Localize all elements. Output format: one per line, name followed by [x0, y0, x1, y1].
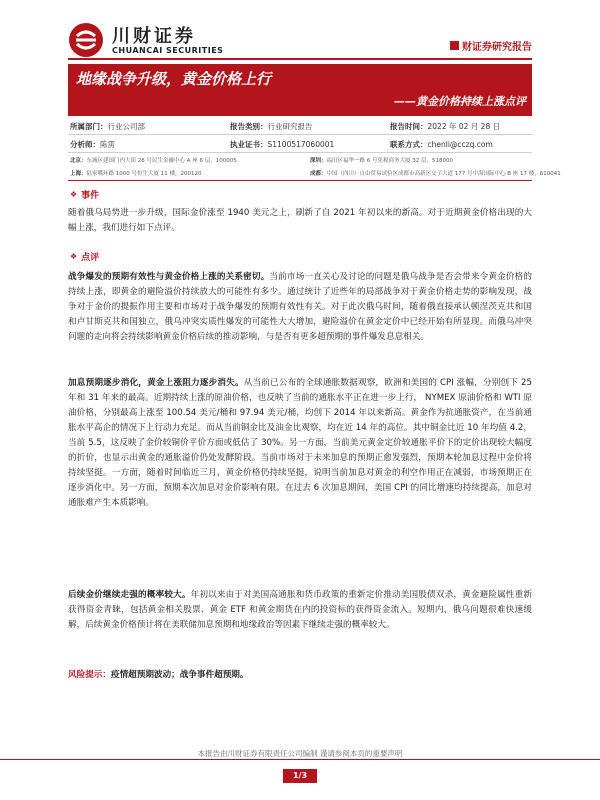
diamond-bullet-icon: ❖: [70, 252, 78, 261]
comment-paragraph-1: 战争爆发的预期有效性与黄金价格上涨的关系密切。当前市场一直关心及讨论的问题是俄乌战争是否会带来令黄金价格的持续上涨，即黄金的避险溢价持续放大的可能性有多少。通过统计了近些年的局部战争对于黄金价格走势的影响发现，战争对于金价的提振作用主要和市场对于战争爆发的预期有效性有关。对于此次俄乌时间，随着俄直接承认顿涅茨克共和国和卢甘斯克共和国独立，俄乌冲突实质性爆发的可能性大大增加，避险溢价在黄金定价中已经开始有所显现。而俄乌冲突问题的走向将会持续影响黄金价格后续的推动影响，与是否有更多超预期的事件爆发息息相关。: [68, 272, 532, 342]
report-tag-icon: [450, 41, 459, 50]
meta-license: 执业证书：S1100517060001: [230, 140, 335, 149]
report-title: 地缘战争升级，黄金价格上行: [76, 70, 272, 88]
office-chengdu: 成都：中国（四川）自由贸易试验区成都市高新区交子大道 177 号中海国际中心 B 座 17 楼，610041: [310, 171, 561, 177]
page-number: 1/3: [283, 769, 317, 783]
brand-logo-icon: [68, 22, 104, 58]
meta-report-type: 报告类别：行业研究报告: [230, 122, 313, 131]
footer-disclaimer: 本报告由川财证券有限责任公司编制 谨请参阅本页的重要声明: [197, 749, 403, 758]
report-tag: [450, 38, 532, 53]
report-tag-label: 财证券研究报告: [462, 42, 532, 53]
event-paragraph: 随着俄乌局势进一步升级，国际金价涨至 1940 美元之上，刷新了自 2021 年初以来的新高。对于近期黄金价格出现的大幅上涨，我们进行如下点评。: [68, 208, 532, 233]
meta-analyst: 分析师：陈雳: [70, 140, 115, 149]
meta-divider: [68, 152, 532, 153]
office-shanghai: 上海：陆家嘴环路 1000 号恒生大厦 11 楼，200120: [70, 171, 202, 177]
comment-paragraph-2: 加息预期逐步消化，黄金上涨阻力逐步消失。从当前已公布的全球通胀数据观察，欧洲和美国的 CPI 涨幅，分别创下 25 年和 31 年来的最高。近期持续上涨的原油价格，也反映了当前的通胀水平正在进一步上行， NYMEX 原油价格和 WTI 原油价格，分别最高上涨至 100.54 美元/桶和 97.94 美元/桶，均创下 2014 年以来新高。黄金作为抗通胀资产，在当前通胀水平高企的情况下上行动力充足。而从当前铜金比及油金比观察，均在近 14 年的高位。其中铜金比近 10 年均值 4.2，当前 5.5，这反映了金价较铜价平价方面或低估了 30%。另一方面，当前美元黄金定价较通胀平价下的定价出现较大幅度的折价，也显示出黄金的通胀溢价仍处发酵阶段。当前市场对于未来加息的预期正愈发强烈，预期本轮加息过程中金价将持续坚挺。一方面，随着时间临近三月，黄金价格仍持续坚挺，说明当前加息对黄金的利空作用正在减弱，市场预期正在逐步消化中。另一方面，预期本次加息对金价影响有限。在过去 6 次加息期间，美国 CPI 的同比增速均持续提高，加息对通胀难产生本质影响。: [68, 378, 532, 508]
brand-name-cn: 川财证券: [112, 26, 196, 47]
office-shenzhen: 深圳：福田区福华一路 6 号免税商务大厦 32 层，518000: [310, 158, 454, 164]
diamond-bullet-icon: ❖: [70, 190, 78, 199]
office-beijing: 北京：东城区建国门内大街 28 号民生金融中心 A 座 6 层，100005: [70, 158, 237, 164]
comment-paragraph-3: 后续金价继续走强的概率较大。年初以来由于对美国高通胀和货币政策的重新定价推动美国股债双杀，黄金避险属性重新获得资金青睐，包括黄金相关股票、黄金 ETF 和黄金期货在内的投资标的获得资金流入。短期内，俄乌问题很难快速缓解，后续黄金价格预计将在美联储加息预期和地缘政治等因素下继续走强的概率较大。: [68, 590, 532, 630]
meta-divider: [68, 134, 532, 135]
meta-report-date: 报告时间：2022 年 02 月 28 日: [390, 122, 501, 131]
section-event-heading: ❖ 事件: [70, 190, 100, 201]
report-subtitle: ——黄金价格持续上涨点评: [394, 95, 526, 108]
header-divider: [68, 58, 532, 60]
risk-warning: 风险提示：疫情超预期波动；战争事件超预期。: [68, 670, 249, 680]
section-comment-heading: ❖ 点评: [70, 252, 100, 263]
address-divider: [68, 180, 532, 181]
footer-divider: [0, 759, 600, 760]
meta-contact: 联系方式：chenli@cczq.com: [390, 140, 493, 149]
brand-name-en: CHUANCAI SECURITIES: [112, 46, 224, 55]
meta-department: 所属部门：行业公司部: [70, 122, 145, 131]
